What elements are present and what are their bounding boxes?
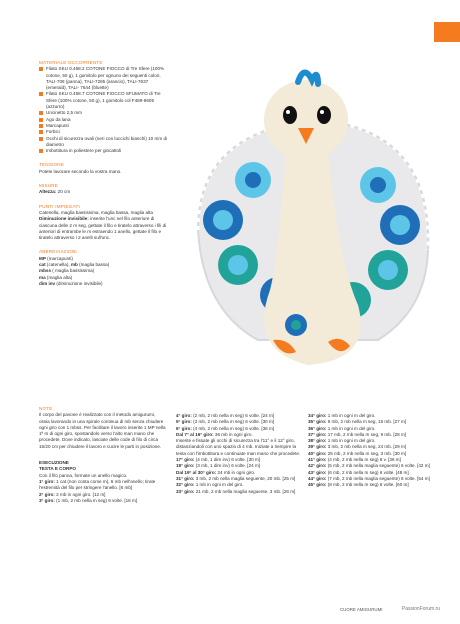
round-row: 35° giro: 9 mb, 2 mb nella m seg, 16 mb. [27 m] [308, 419, 407, 425]
round-row: 1° giro: 1 cat (non conta come m), 6 mb nell'anello; tirate l'estremità del filo per stringere l'anello. [6 mb] [39, 478, 156, 491]
round-row: 41° giro: (4 mb, 2 mb nella m seg) 6 v. [36 m] [308, 457, 401, 463]
round-row: 4° giro: (2 mb, 2 mb nella m seg) 6 volte. [24 m] [176, 413, 275, 418]
stitches-title: PUNTI IMPIEGATI [39, 203, 80, 209]
abbr-item: dim inv (diminuzione invisibile) [39, 280, 103, 286]
list-item: Filato SKU 0.468.2 COTONE FIOCCO di Tre Sfere (100% cotone, 50 g), 1 gomitolo per ognuno dei seguenti colori, TALI-708 (panna), TALI-7265 (arancio), TALI-7637 (emerald), TALI- 7644 (bluette) [39, 66, 167, 91]
stitches-desc: Diminuzione invisibile: inserite l'unc nel filo anteriore di ciascuna delle 2 m seg, gettate il filo e tiratelo attraverso i fili di anteriori di entrambe le m estraendo 1 anello, gettate il filo e tiratelo attraverso i 2 anelli sull'unc. [39, 216, 167, 241]
page-tab [434, 22, 460, 42]
footer-page-label: CUORE AMIGURUMI [340, 607, 383, 612]
round-row: 38° giro: 1 mb in ogni m del giro. [308, 438, 376, 444]
note-column [39, 406, 167, 504]
round-row: 3° giro: (1 mb, 2 mb nella m seg) 6 volte. [18 m] [39, 497, 138, 503]
size-title: MISURE [39, 183, 59, 189]
execution-title: ESECUZIONE [39, 460, 69, 466]
round-row: Dal 7° al 16° giro: 36 mb in ogni giro. [176, 431, 253, 437]
bullet-square-icon [39, 92, 43, 96]
list-item: Uncinetto 2,5 mm [39, 110, 167, 116]
round-row: 17° giro: (4 mb, 1 dim inv) 6 volte. [30 m] [176, 457, 261, 463]
round-row: 43° giro: (6 mb, 2 mb nella m seg) 6 volte. [48 m] [308, 469, 409, 475]
abbr-item: ma (maglia alta) [39, 274, 73, 280]
size-line: Altezza: 20 cm [39, 189, 71, 195]
execution-subtitle: TESTA E CORPO [39, 466, 77, 472]
round-row: 5° giro: (3 mb, 2 mb nella m seg) 6 volte. [30 m] [176, 419, 275, 425]
tension-title: TENSIONE [39, 162, 65, 168]
round-row: 33° giro: 21 mb, 2 mb nella maglia seguente, 3 mb. [26 m] [176, 488, 296, 494]
round-row: 40° giro: 25 mb, 2 mb nella m seg, 3 mb. [30 m] [308, 450, 407, 456]
round-row: 44° giro: (7 mb, 2 mb nella maglia seguente) 6 volte. [54 m] [308, 475, 430, 481]
list-item: Occhi di sicurezza ovali (neri con lucciсhi bianchi) 10 mm di diametro [39, 136, 167, 149]
round-row: 2° giro: 2 mb in ogni giro. [12 m] [39, 491, 106, 497]
abbr-title: ABBREVIAZIONI [39, 249, 77, 255]
bullet-square-icon [39, 124, 43, 128]
footer-brand: PassionForum.ru [401, 606, 440, 612]
round-row: Inserite e fissate gli occhi di sicurezza tra l'11° e il 12° giro, distanziandoli con uno spazio di 4 mb. Iniziate a riempire la testa con l'imbottitura e continuate man mano che procedete. [176, 438, 301, 456]
list-item: Ago da lana [39, 117, 167, 123]
list-item: Filato SKU 0.468.7 COTONE FIOCCO SFUMATO di Tre Sfere (100% cotone, 50 g), 1 gomitolo col F489-9605 (azzurro) [39, 91, 167, 110]
list-item: Forbici [39, 129, 167, 135]
round-row: 6° giro: (4 mb, 2 mb nella m seg) 6 volte. [36 m] [176, 425, 275, 431]
round-row: 18° giro: (3 mb, 1 dim inv) 6 volte. [24 m] [176, 463, 261, 469]
round-row: 34° giro: 1 mb in ogni m del giro. [308, 413, 376, 418]
materials-list [39, 66, 167, 154]
bullet-square-icon [39, 67, 43, 71]
bullet-square-icon [39, 149, 43, 153]
round-row: 36° giro: 1 mb in ogni m del giro. [308, 425, 376, 431]
execution-intro: Con il filo panna, formate un anello magico. [39, 472, 128, 478]
left-column [39, 60, 167, 287]
round-row: Dal 19° al 30° giro: 24 mb in ogni giro. [176, 469, 256, 475]
bullet-square-icon [39, 137, 43, 141]
bullet-square-icon [39, 130, 43, 134]
middle-column [176, 413, 302, 495]
tension-text: Potete lavorare secondo la vostra mano. [39, 168, 122, 174]
round-row: 37° giro: 17 mb, 2 mb nella m seg, 9 mb. [28 m] [308, 431, 407, 437]
bullet-square-icon [39, 118, 43, 122]
round-row: 31° giro: 3 mb, 2 mb nella maglia seguente, 20 mb. [25 m] [176, 475, 296, 481]
abbr-item: cat (catenella), mb (maglia bassa) [39, 262, 110, 268]
list-item: Imbottitura in poliestere per giocattoli [39, 148, 167, 154]
note-text: Il corpo del pavone è realizzato con il metodo amigurumi, ossia lavorando in una spirale continua di mb senza chiudere ogni giro con 1 mbss. Per facilitare il lavoro inserite 1 MP nella 1ª m di ogni giro, spostandolo verso l'alto man mano che procedete. Dove indicato, lasciate delle code di filo di circa 15/20 cm per chiudere il lavoro e cucire le parti in posizione. [39, 412, 166, 449]
right-column [308, 413, 432, 489]
list-item: Marcapunti [39, 123, 167, 129]
abbr-item: mbss ( maglia bassissima) [39, 268, 95, 274]
abbr-item: MP (marcapunti) [39, 255, 73, 261]
bullet-square-icon [39, 111, 43, 115]
stitches-text: Catenella, maglia bassissima, maglia bassa, maglia alta [39, 209, 153, 215]
note-title: NOTE [39, 406, 53, 411]
round-row: 39° giro: 3 mb, 2 mb nella m seg, 24 mb. [29 m] [308, 444, 407, 450]
round-row: 32° giro: 1 mb in ogni m del giro. [176, 482, 244, 488]
round-row: 45° giro: (8 mb, 2 mb nella m seg) 6 volte. [60 m] [308, 482, 409, 488]
round-row: 42° giro: (5 mb, 2 mb nella maglia seguente) 6 volte. [42 m] [308, 463, 430, 469]
materials-title: MATERIALE OCCORRENTE [39, 60, 103, 65]
peacock-photo [178, 60, 440, 392]
